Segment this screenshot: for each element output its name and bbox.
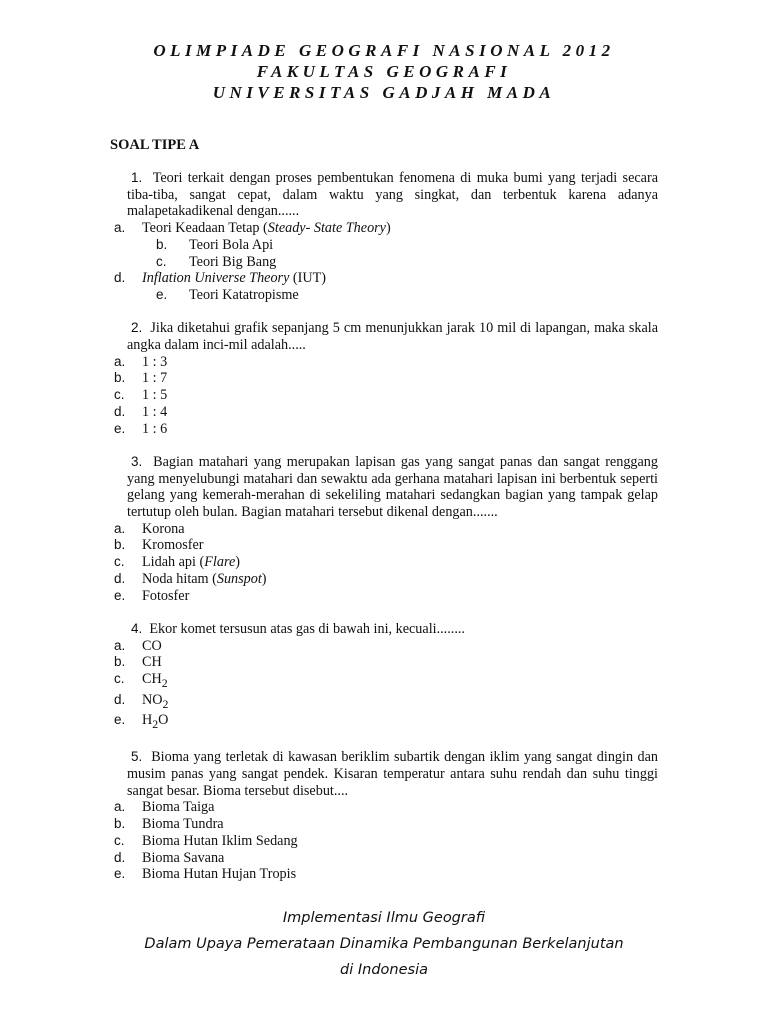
option-letter: d. xyxy=(114,270,126,286)
option-letter: d. xyxy=(114,691,126,707)
option-letter: c. xyxy=(114,671,125,687)
document-header xyxy=(0,40,768,103)
option-text: CO xyxy=(142,637,162,654)
option-d xyxy=(114,270,658,287)
question-text: Ekor komet tersusun atas gas di bawah ini, kecuali........ xyxy=(149,620,465,637)
option-text: Bioma Taiga xyxy=(142,799,215,816)
option-letter: a. xyxy=(114,220,126,236)
option-text: $NO_2$ xyxy=(142,691,169,711)
option-letter: a. xyxy=(114,520,126,536)
option-letter: b. xyxy=(114,370,126,386)
option-text: Bioma Hutan Iklim Sedang xyxy=(142,832,298,849)
option-letter: b. xyxy=(156,236,168,252)
question-list xyxy=(114,170,659,900)
option-text: $H_2O$ xyxy=(142,712,169,731)
option-text: CH xyxy=(142,654,162,671)
option-letter: e. xyxy=(114,420,126,436)
question-3 xyxy=(114,453,658,604)
option-letter: e. xyxy=(114,587,126,603)
question-stem xyxy=(127,170,658,220)
option-a xyxy=(114,521,658,538)
option-b xyxy=(114,654,658,671)
option-text: Inflation Universe Theory (IUT) xyxy=(142,270,327,287)
option-d xyxy=(114,692,658,713)
option-text: Bioma Savana xyxy=(142,849,225,866)
option-text: 1 : 4 xyxy=(142,403,168,420)
option-text: Teori Bola Api xyxy=(189,236,274,253)
header-title: OLIMPIADE GEOGRAFI NASIONAL 2012 xyxy=(153,41,615,60)
question-5 xyxy=(114,749,659,883)
option-letter: d. xyxy=(114,403,126,419)
header-university: UNIVERSITAS GADJAH MADA xyxy=(212,83,556,102)
question-1 xyxy=(114,170,658,304)
footer-location: di Indonesia xyxy=(340,962,428,978)
question-number: 3. xyxy=(131,453,143,469)
option-letter: e. xyxy=(114,866,126,882)
option-letter: c. xyxy=(114,387,125,403)
option-b xyxy=(114,370,658,387)
option-a xyxy=(114,638,658,655)
option-letter: c. xyxy=(114,554,125,570)
option-letter: b. xyxy=(114,654,126,670)
option-e xyxy=(114,712,658,733)
option-letter: c. xyxy=(114,832,125,848)
option-e xyxy=(114,588,658,605)
question-stem xyxy=(127,621,658,638)
option-d xyxy=(114,850,658,867)
question-stem xyxy=(127,454,658,521)
question-number: 4. xyxy=(131,620,143,636)
option-b xyxy=(114,537,658,554)
footer-tagline: Implementasi Ilmu Geografi xyxy=(282,910,486,926)
question-stem xyxy=(127,320,658,353)
option-a xyxy=(114,220,658,237)
question-number: 5. xyxy=(131,749,143,765)
option-text: Bioma Tundra xyxy=(142,816,224,833)
question-text: Jika diketahui grafik sepanjang 5 cm menunjukkan jarak 10 mil di lapangan, maka skala angka dalam inci-mil adalah..... xyxy=(127,320,658,354)
option-a xyxy=(114,799,658,816)
question-text: Bioma yang terletak di kawasan beriklim subartik dengan iklim yang sangat dingin dan musim panas yang sangat pendek. Kisaran temperatur antara suhu rendah dan suhu tinggi sangat besar. Bioma tersebut disebut.... xyxy=(127,749,659,799)
question-number: 2. xyxy=(131,320,143,336)
question-4 xyxy=(114,620,658,733)
option-c xyxy=(114,387,658,404)
option-text: Teori Keadaan Tetap (Steady- State Theory) xyxy=(142,220,391,237)
option-text: Bioma Hutan Hujan Tropis xyxy=(142,866,297,883)
option-text: 1 : 5 xyxy=(142,387,168,404)
option-c xyxy=(114,833,658,850)
option-text: 1 : 3 xyxy=(142,353,168,370)
header-faculty: FAKULTAS GEOGRAFI xyxy=(256,62,512,81)
option-text: $CH_2$ xyxy=(142,671,168,690)
option-a xyxy=(114,354,658,371)
footer-subtitle: Dalam Upaya Pemerataan Dinamika Pembangunan Berkelanjutan xyxy=(144,936,624,952)
option-letter: e. xyxy=(114,712,126,728)
option-b xyxy=(114,237,658,254)
option-letter: c. xyxy=(156,253,167,269)
option-d xyxy=(114,404,658,421)
option-text: Teori Katatropisme xyxy=(189,286,299,303)
question-text: Teori terkait dengan proses pembentukan fenomena di muka bumi yang terjadi secara tiba-tiba, sangat cepat, dalam waktu yang singkat, dan terbentuk karena adanya malapetakadikenal dengan...... xyxy=(127,170,658,220)
option-e xyxy=(114,421,658,438)
option-c xyxy=(114,671,658,692)
option-c xyxy=(114,554,658,571)
option-text: Lidah api (Flare) xyxy=(142,554,240,571)
option-letter: a. xyxy=(114,637,126,653)
question-text: Bagian matahari yang merupakan lapisan gas yang sangat panas dan sangat renggang yang menyelubungi matahari dan sewaktu ada gerhana matahari lapisan ini berbentuk seperti gelang yang kemerah-merahan di sekeliling matahari sedangkan bagian yang tampak gelap tertutup oleh bulan. Bagian matahari tersebut dikenal dengan....... xyxy=(127,453,658,521)
option-text: Fotosfer xyxy=(142,587,190,604)
option-letter: b. xyxy=(114,537,126,553)
option-e xyxy=(114,287,658,304)
section-title: SOAL TIPE A xyxy=(110,137,200,153)
option-c xyxy=(114,254,658,271)
option-b xyxy=(114,816,658,833)
option-text: Noda hitam (Sunspot) xyxy=(142,570,267,587)
option-letter: a. xyxy=(114,353,126,369)
option-letter: e. xyxy=(156,286,168,302)
option-e xyxy=(114,866,658,883)
option-letter: d. xyxy=(114,570,126,586)
question-stem xyxy=(127,749,658,799)
option-text: 1 : 7 xyxy=(142,370,168,387)
option-text: Teori Big Bang xyxy=(189,253,277,270)
question-2 xyxy=(114,320,658,437)
option-letter: d. xyxy=(114,849,126,865)
option-text: 1 : 6 xyxy=(142,420,168,437)
question-number: 1. xyxy=(131,170,143,185)
option-text: Korona xyxy=(142,520,185,537)
option-text: Kromosfer xyxy=(142,537,204,554)
option-letter: b. xyxy=(114,816,126,832)
option-letter: a. xyxy=(114,799,126,815)
document-footer xyxy=(0,905,768,983)
option-d xyxy=(114,571,658,588)
